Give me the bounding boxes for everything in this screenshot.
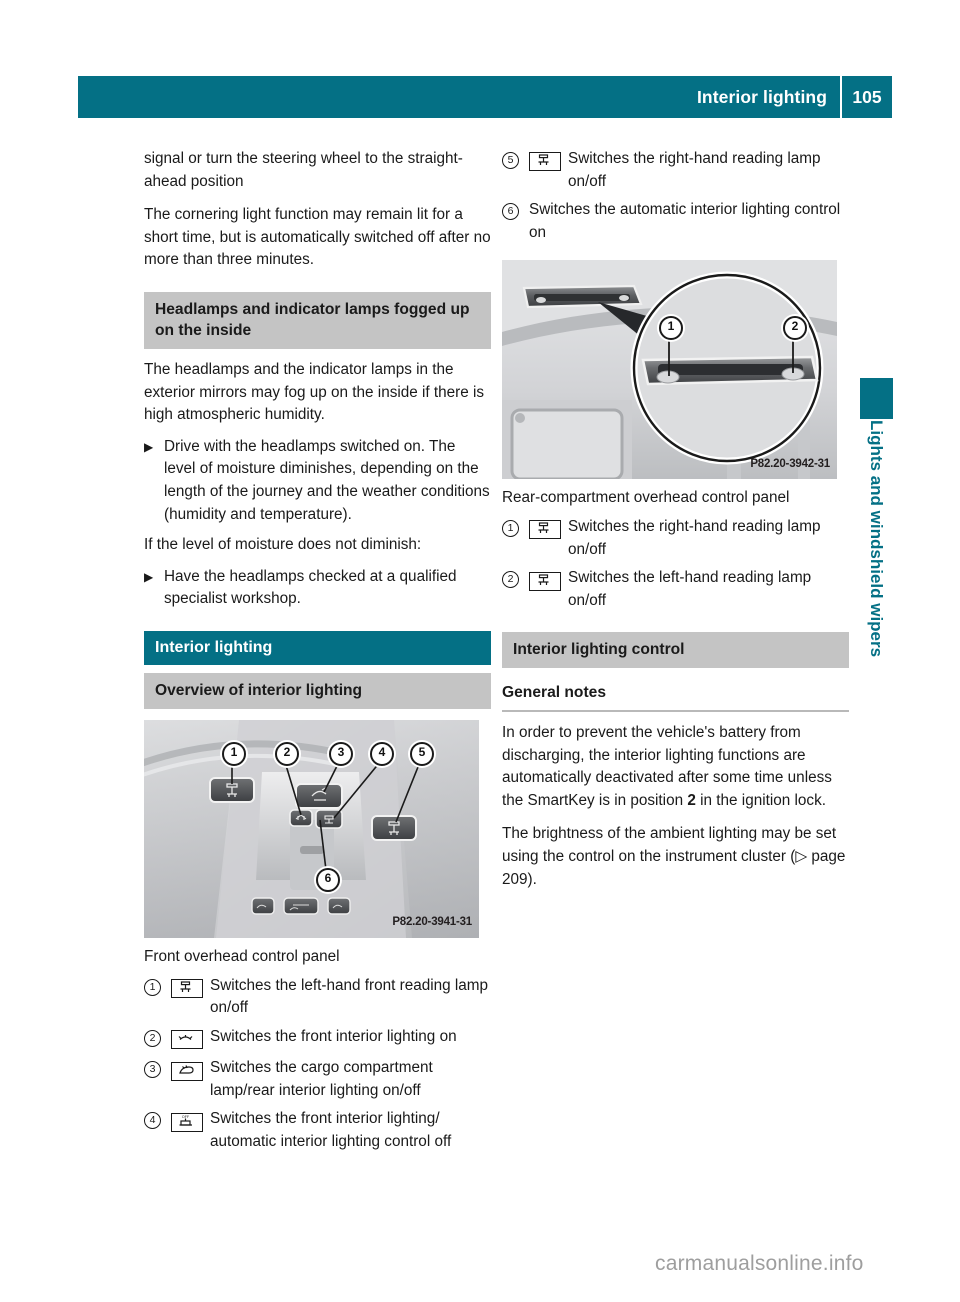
- legend-number: 1: [502, 516, 529, 539]
- legend-number: 3: [144, 1057, 171, 1080]
- figure-caption-rear-panel: Rear-compartment overhead control panel: [502, 489, 790, 507]
- paragraph-if-moisture: If the level of moisture does not diminish:: [144, 536, 422, 554]
- instruction-drive-with-headlamps: [144, 436, 491, 526]
- instruction-text: Drive with the headlamps switched on. The level of moisture diminishes, depending on the length of the journey and the weather conditions (humidity and temperature).: [164, 437, 490, 523]
- svg-text:OFF: OFF: [181, 1114, 190, 1119]
- legend-item-6: [502, 199, 849, 244]
- figure-code: P82.20-3941-31: [392, 916, 472, 929]
- subheading-general-notes: General notes: [502, 682, 849, 712]
- triangle-bullet-icon: ▶: [144, 569, 154, 584]
- paragraph-ambient-brightness: [502, 823, 849, 891]
- paragraph-battery-part-b: in the ignition lock.: [695, 791, 826, 809]
- section-heading-interior-lighting-control: Interior lighting control: [502, 632, 849, 668]
- legend-text: Switches the automatic interior lighting control on: [529, 201, 841, 241]
- legend-item-4: [144, 1108, 491, 1153]
- chapter-tab-marker: [860, 378, 893, 419]
- legend-item-rear-1: [502, 516, 849, 561]
- paragraph-brightness-part-a: The brightness of the ambient lighting may be set using the control on the instrument cluster (: [502, 825, 837, 865]
- figure-caption-front-panel: Front overhead control panel: [144, 947, 340, 965]
- paragraph-battery-part-a: In order to prevent the vehicle's battery from discharging, the interior lighting functions are automatically deactivated after some time unless the SmartKey is in position: [502, 723, 832, 809]
- legend-number: 2: [144, 1026, 171, 1049]
- figure-rear-overhead-control-panel: [502, 260, 837, 479]
- legend-item-rear-2: [502, 567, 849, 612]
- legend-text: Switches the right-hand reading lamp on/off: [568, 150, 821, 190]
- smartkey-position-value: 2: [687, 791, 696, 809]
- legend-item-1: [144, 975, 491, 1020]
- legend-text: Switches the left-hand front reading lamp on/off: [210, 976, 489, 1017]
- paragraph-fog: The headlamps and the indicator lamps in the exterior mirrors may fog up on the inside if there is high atmospheric humidity.: [144, 360, 485, 424]
- figure-callout-1: 1: [222, 742, 246, 766]
- legend-item-3: [144, 1057, 491, 1102]
- interior-lighting-off-icon: [171, 1111, 203, 1134]
- reading-lamp-icon: [529, 570, 561, 593]
- legend-item-5: [502, 148, 849, 193]
- chapter-tab-label: Lights and windshield wipers: [867, 420, 886, 658]
- legend-text: Switches the front interior lighting/ automatic interior lighting control off: [210, 1110, 452, 1151]
- rear-overhead-panel-illustration: [502, 260, 837, 479]
- page-number: 105: [852, 86, 882, 107]
- reading-lamp-icon: [529, 519, 561, 542]
- chapter-band-interior-lighting: Interior lighting: [144, 631, 491, 665]
- paragraph-continued: signal or turn the steering wheel to the straight-ahead position: [144, 150, 463, 190]
- figure-callout-6: 6: [316, 868, 340, 892]
- watermark: carmanualsonline.info: [655, 1252, 864, 1275]
- page-reference-text[interactable]: page 209: [502, 847, 846, 888]
- page-header: [78, 76, 892, 118]
- legend-number: 4: [144, 1108, 171, 1131]
- right-column: [502, 148, 849, 891]
- legend-number: 2: [502, 567, 529, 590]
- instruction-have-headlamps-checked: [144, 566, 491, 611]
- triangle-bullet-icon: ▶: [144, 439, 154, 454]
- figure-callout-3: 3: [329, 742, 353, 766]
- reading-lamp-icon: [171, 978, 203, 1001]
- paragraph-battery-discharge: [502, 722, 849, 812]
- page-reference-icon: ▷: [795, 847, 812, 865]
- legend-text: Switches the right-hand reading lamp on/off: [568, 517, 821, 558]
- instruction-text: Have the headlamps checked at a qualified specialist workshop.: [164, 567, 457, 608]
- figure-callout-2: 2: [783, 316, 807, 340]
- legend-number: 1: [144, 975, 171, 998]
- legend-number: 6: [502, 199, 529, 222]
- legend-text: Switches the cargo compartment lamp/rear interior lighting on/off: [210, 1059, 433, 1099]
- figure-code: P82.20-3942-31: [750, 457, 830, 470]
- interior-lighting-on-icon: [171, 1029, 203, 1052]
- reading-lamp-icon: [529, 151, 561, 174]
- section-heading-overview: Overview of interior lighting: [144, 673, 491, 709]
- left-column: [144, 148, 491, 1154]
- figure-callout-1: 1: [659, 316, 683, 340]
- figure-callout-5: 5: [410, 742, 434, 766]
- figure-callout-2: 2: [275, 742, 299, 766]
- section-heading-fogged: Headlamps and indicator lamps fogged up on the inside: [144, 292, 491, 349]
- paragraph-cornering-light: The cornering light function may remain lit for a short time, but is automatically switched off after no more than three minutes.: [144, 206, 491, 269]
- page-title: Interior lighting: [696, 86, 827, 107]
- figure-front-overhead-control-panel: [144, 720, 479, 938]
- legend-text: Switches the left-hand reading lamp on/off: [568, 569, 812, 609]
- legend-text: Switches the front interior lighting on: [210, 1027, 457, 1045]
- cargo-lamp-icon: [171, 1060, 203, 1083]
- legend-number: 5: [502, 148, 529, 171]
- paragraph-brightness-part-b: ).: [527, 870, 537, 888]
- figure-callout-4: 4: [370, 742, 394, 766]
- legend-item-2: [144, 1026, 491, 1052]
